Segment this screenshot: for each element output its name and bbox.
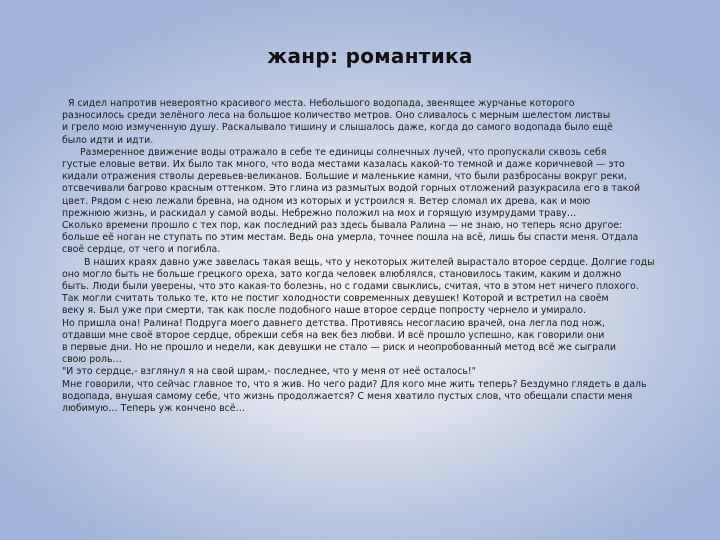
text-line: Размеренное движение воды отражало в себе те единицы солнечных лучей, что пропускали сквозь себя xyxy=(80,146,607,158)
text-line: и грело мою измученную душу. Раскалывало тишину и слышалось даже, когда до самого водопада было ещё xyxy=(62,122,613,134)
text-line: в первые дни. Но не прошло и недели, как девушки не стало — риск и неопробованный метод всё же сыграли xyxy=(62,342,616,354)
text-line: любимую… Теперь уж кончено всё… xyxy=(62,403,245,415)
text-line: оно могло быть не больше грецкого ореха, зато когда человек влюблялся, становилось таким, каким и должно xyxy=(62,268,622,280)
text-line: водопада, внушая самому себе, что жизнь продолжается? С меня хватило пустых слов, что обещали спасти меня xyxy=(62,390,633,402)
story-text xyxy=(62,98,674,415)
text-line: Сколько времени прошло с тех пор, как последний раз здесь бывала Ралина — не знаю, но теперь ясно другое: xyxy=(62,220,623,232)
text-line: В наших краях давно уже завелась такая вещь, что у некоторых жителей вырастало второе сердце. Долгие годы xyxy=(84,256,655,268)
text-line: Так могли считать только те, кто не постиг холодности современных девушек! Которой и встретил на своём xyxy=(62,293,609,305)
text-line: разносилось среди зелёного леса на большое количество метров. Оно сливалось с мерным шелестом листвы xyxy=(62,110,611,122)
text-line: Мне говорили, что сейчас главное то, что я жив. Но чего ради? Для кого мне жить теперь? Бездумно глядеть в даль xyxy=(62,378,647,390)
text-line: кидали отражения стволы деревьев-великанов. Большие и маленькие камни, что были разбросаны вокруг реки, xyxy=(62,171,627,183)
text-line: своё сердце, от чего и погибла. xyxy=(62,244,221,256)
text-line: цвет. Рядом с нею лежали бревна, на одном из которых и устроился я. Ветер сломал их древа, как и мою xyxy=(62,195,591,207)
text-line: больше её ноган не ступать по этим местам. Ведь она умерла, точнее пошла на всё, лишь бы спасти меня. Отдала xyxy=(62,232,639,244)
text-line: веку я. Был уже при смерти, так как после подобного наше второе сердце попросту чернело и умирало. xyxy=(62,305,586,317)
text-line: густые еловые ветви. Их было так много, что вода местами казалась какой-то темной и даже коричневой — это xyxy=(62,159,625,171)
text-line: быть. Люди были уверены, что это какая-то болезнь, но с годами свыклись, считая, что в этом нет ничего плохого. xyxy=(62,281,639,293)
slide-title: жанр: романтика xyxy=(267,44,473,68)
text-line: свою роль… xyxy=(62,354,122,366)
text-line: "И это сердце,- взглянул я на свой шрам,- последнее, что у меня от неё осталось!" xyxy=(62,366,476,378)
text-line: отсвечивали багрово красным оттенком. Это глина из размытых водой горных отложений разукрасила его в такой xyxy=(62,183,641,195)
text-line: отдавши мне своё второе сердце, обрекши себя на век без любви. И всё прошло успешно, как говорили они xyxy=(62,329,605,341)
text-line: Я сидел напротив невероятно красивого места. Небольшого водопада, звенящее журчанье которого xyxy=(68,98,575,109)
text-line: было идти и идти. xyxy=(62,134,154,146)
text-line: прежнюю жизнь, и раскидал у самой воды. Небрежно положил на мох и горящую изумрудами траву… xyxy=(62,207,577,219)
text-line: Но пришла она! Ралина! Подруга моего давнего детства. Противясь несогласию врачей, она легла под нож, xyxy=(62,317,606,329)
